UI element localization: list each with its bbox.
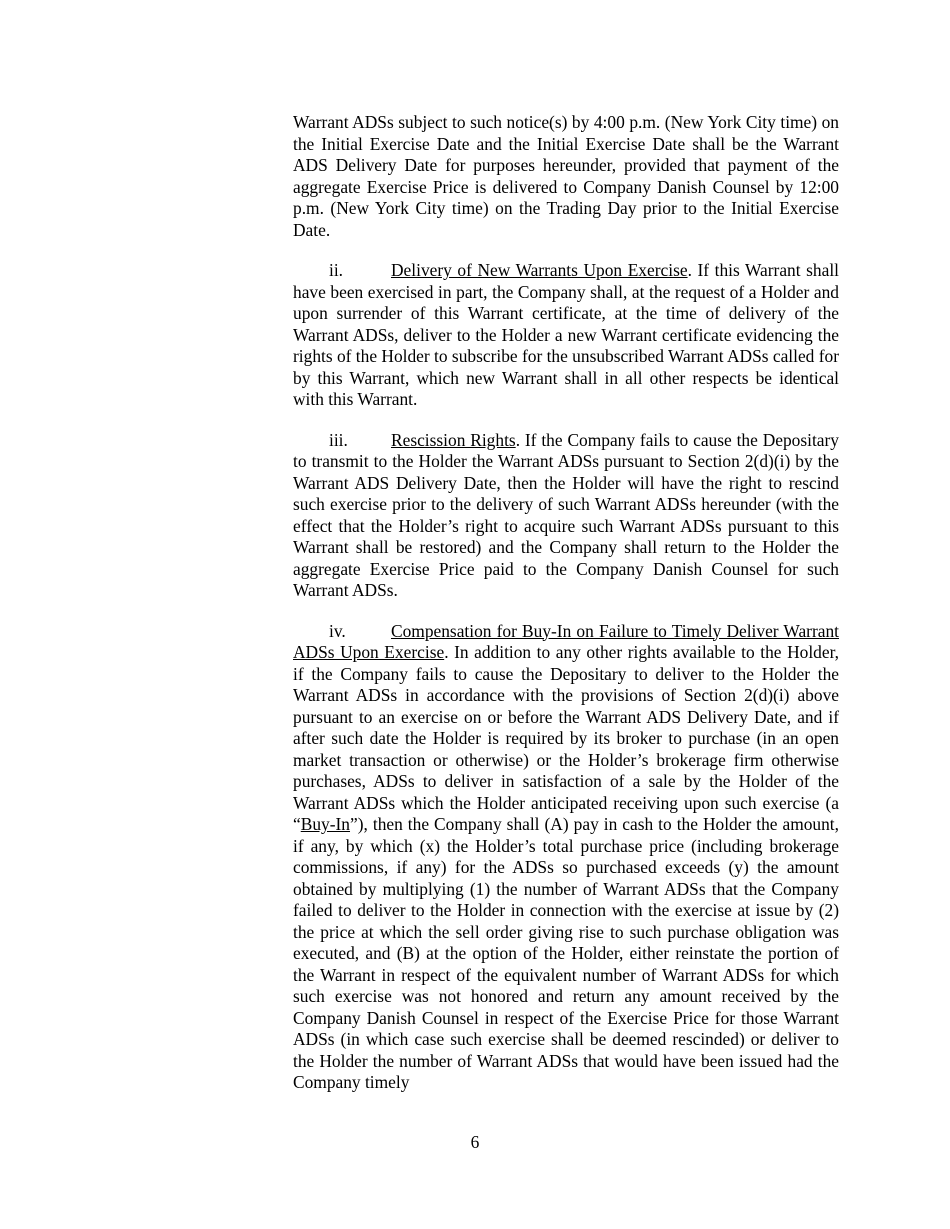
section-number: iii. (329, 429, 348, 450)
section-heading: Rescission Rights (391, 429, 516, 450)
section-ii-delivery-of-new-warrants (293, 260, 839, 411)
section-number: ii. (329, 260, 344, 280)
section-iii-rescission-rights (293, 430, 839, 602)
section-heading: Compensation for Buy-In on Failure to Timely Deliver Warrant ADSs Upon Exercise (293, 620, 839, 662)
paragraph-continuation (293, 112, 839, 241)
document-body (293, 112, 839, 1113)
paragraph-text: . If this Warrant shall have been exercised in part, the Company shall, at the request of a Holder and upon surrender of this Warrant certificate, at the time of delivery of the Warrant ADSs, deliver to the Holder a new Warrant certificate evidencing the rights of the Holder to subscribe for the unsubscribed Warrant ADSs called for by this Warrant, which new Warrant shall in all other respects be identical with this Warrant. (293, 260, 840, 409)
paragraph-text: Warrant ADSs subject to such notice(s) by 4:00 p.m. (New York City time) on the Initial Exercise Date and the Initial Exercise Date shall be the Warrant ADS Delivery Date for purposes hereunder, provided that payment of the aggregate Exercise Price is delivered to Company Danish Counsel by 12:00 p.m. (New York City time) on the Trading Day prior to the Initial Exercise Date. (293, 112, 839, 240)
paragraph-text: . In addition to any other rights available to the Holder, if the Company fails to cause the Depositary to deliver to the Holder the Warrant ADSs in accordance with the provisions of Section 2(d)(i) above pursuant to an exercise on or before the Warrant ADS Delivery Date, and if after such date the Holder is required by its broker to purchase (in an open market transaction or otherwise) or the Holder’s brokerage firm otherwise purchases, ADSs to deliver in satisfaction of a sale by the Holder of the Warrant ADSs which the Holder anticipated receiving upon such exercise (a “ (293, 642, 840, 834)
paragraph-text: . If the Company fails to cause the Depositary to transmit to the Holder the Warrant ADSs pursuant to Section 2(d)(i) by the Warrant ADS Delivery Date, then the Holder will have the right to rescind such exercise prior to the delivery of such Warrant ADSs hereunder (with the effect that the Holder’s right to acquire such Warrant ADSs pursuant to this Warrant shall be restored) and the Company shall return to the Holder the aggregate Exercise Price paid to the Company Danish Counsel for such Warrant ADSs. (293, 429, 839, 600)
defined-term: Buy-In (300, 814, 351, 834)
section-number: iv. (329, 620, 346, 641)
section-heading: Delivery of New Warrants Upon Exercise (391, 260, 688, 280)
page-number: 6 (470, 1132, 480, 1152)
paragraph-text-continued: ”), then the Company shall (A) pay in cash to the Holder the amount, if any, by which (x) the Holder’s total purchase price (including brokerage commissions, if any) for the ADSs so purchased exceeds (y) the amount obtained by multiplying (1) the number of Warrant ADSs that the Company failed to deliver to the Holder in connection with the exercise at issue by (2) the price at which the sell order giving rise to such purchase obligation was executed, and (B) at the option of the Holder, either reinstate the portion of the Warrant in respect of the equivalent number of Warrant ADSs for which such exercise was not honored and return any amount received by the Company Danish Counsel in respect of the Exercise Price for those Warrant ADSs (in which case such exercise shall be deemed rescinded) or deliver to the Holder the number of Warrant ADSs that would have been issued had the Company timely (293, 814, 839, 1092)
section-iv-compensation-for-buy-in (293, 621, 839, 1094)
